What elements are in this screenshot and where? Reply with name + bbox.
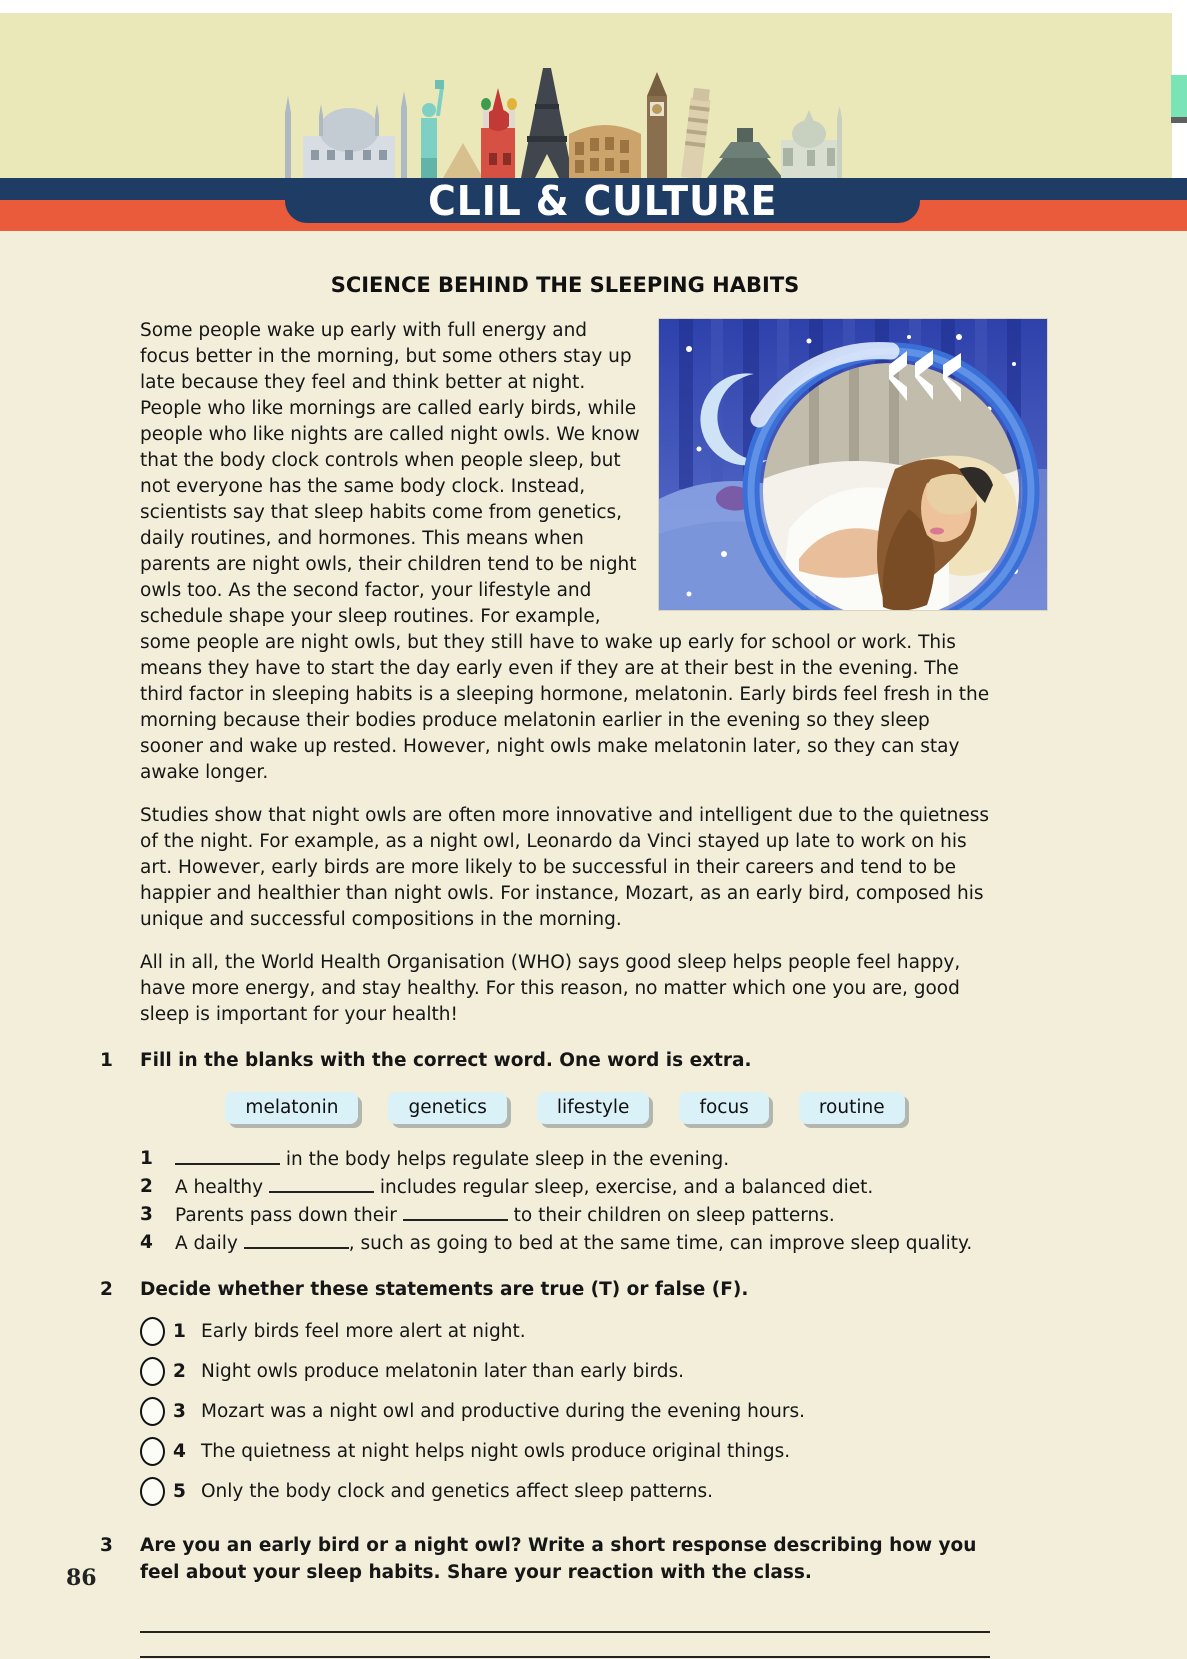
item-text: to their children on sleep patterns. (513, 1205, 835, 1226)
exercise-1-instruction: Fill in the blanks with the correct word. One word is extra. (140, 1050, 752, 1071)
answer-circle-3[interactable] (140, 1397, 165, 1426)
statement-text: Only the body clock and genetics affect sleep patterns. (201, 1480, 713, 1502)
answer-circle-4[interactable] (140, 1437, 165, 1466)
true-false-item-3 (140, 1397, 990, 1426)
true-false-items (140, 1317, 990, 1506)
word-bank (140, 1092, 990, 1124)
landmarks-skyline-illustration (283, 58, 843, 178)
article-paragraph-2: Studies show that night owls are often more innovative and intelligent due to the quietness of the night. For example, as a night owl, Leonardo da Vinci stayed up late to work on his art. However, early birds are more likely to be successful in their careers and tend to be happier and healthier than night owls. For instance, Mozart, as an early bird, composed his unique and successful compositions in the morning. (140, 805, 990, 930)
item-number: 3 (173, 1400, 186, 1422)
item-text: in the body helps regulate sleep in the evening. (285, 1149, 730, 1170)
fill-in-item-4 (140, 1230, 990, 1257)
article-title: SCIENCE BEHIND THE SLEEPING HABITS (330, 273, 800, 297)
article-body (140, 318, 990, 1028)
header-band (0, 13, 1172, 178)
item-text: includes regular sleep, exercise, and a balanced diet. (379, 1177, 874, 1198)
item-text: A healthy (175, 1177, 264, 1198)
banner-center-tab (285, 178, 920, 223)
item-number: 5 (173, 1480, 186, 1502)
word-chip-genetics[interactable]: genetics (388, 1092, 506, 1124)
item-text: , such as going to bed at the same time, can improve sleep quality. (348, 1233, 973, 1254)
exercise-1-header (100, 1048, 990, 1074)
exercise-3-header (100, 1532, 990, 1586)
writing-lines (140, 1608, 990, 1659)
writing-line-2[interactable] (140, 1633, 990, 1658)
true-false-item-5 (140, 1477, 990, 1506)
writing-line-1[interactable] (140, 1608, 990, 1633)
true-false-item-2 (140, 1357, 990, 1386)
item-number: 4 (173, 1440, 186, 1462)
statement-text: The quietness at night helps night owls produce original things. (201, 1440, 791, 1462)
word-chip-lifestyle[interactable]: lifestyle (537, 1092, 650, 1124)
blank-field-3[interactable] (403, 1202, 508, 1221)
statement-text: Night owls produce melatonin later than early birds. (201, 1360, 685, 1382)
item-number: 1 (140, 1148, 153, 1169)
exercise-1-number: 1 (100, 1050, 113, 1071)
banner-title: CLIL & CULTURE (427, 176, 778, 225)
word-chip-routine[interactable]: routine (799, 1092, 905, 1124)
true-false-item-1 (140, 1317, 990, 1346)
article-paragraph-3: All in all, the World Health Organisation (WHO) says good sleep helps people feel happy, have more energy, and stay healthy. For this reason, no matter which one you are, good sleep is important for your health! (140, 952, 961, 1025)
item-text: Parents pass down their (175, 1205, 397, 1226)
word-chip-melatonin[interactable]: melatonin (225, 1092, 358, 1124)
item-number: 2 (173, 1360, 186, 1382)
page-content (0, 231, 1187, 1659)
statement-text: Mozart was a night owl and productive during the evening hours. (201, 1400, 806, 1422)
blank-field-1[interactable] (175, 1146, 280, 1165)
unit-side-tab (1171, 75, 1187, 117)
exercise-2-instruction: Decide whether these statements are true (T) or false (F). (140, 1279, 749, 1300)
exercise-3-instruction: Are you an early bird or a night owl? Write a short response describing how you feel about your sleep habits. Share your reaction with the class. (140, 1535, 977, 1583)
word-chip-focus[interactable]: focus (679, 1092, 768, 1124)
true-false-item-4 (140, 1437, 990, 1466)
sleeping-woman-photo (658, 318, 1048, 611)
item-text: A daily (175, 1233, 238, 1254)
item-number: 2 (140, 1176, 153, 1197)
page-number: 86 (66, 1565, 97, 1591)
blank-field-4[interactable] (244, 1230, 349, 1249)
answer-circle-5[interactable] (140, 1477, 165, 1506)
fill-in-items (140, 1146, 990, 1257)
answer-circle-2[interactable] (140, 1357, 165, 1386)
unit-side-tab-shadow (1171, 117, 1187, 123)
fill-in-item-3 (140, 1202, 990, 1229)
statement-text: Early birds feel more alert at night. (201, 1320, 526, 1342)
blank-field-2[interactable] (269, 1174, 374, 1193)
sleeping-woman-illustration (659, 319, 1047, 610)
item-number: 3 (140, 1204, 153, 1225)
title-banner (0, 178, 1187, 231)
answer-circle-1[interactable] (140, 1317, 165, 1346)
exercise-2-number: 2 (100, 1279, 113, 1300)
item-number: 4 (140, 1232, 153, 1253)
article-paragraph-1: Some people wake up early with full energy and focus better in the morning, but some others stay up late because they feel and think better at night. People who like mornings are called early birds, while people who like nights are called night owls. We know that the body clock controls when people sleep, but not everyone has the same body clock. Instead, scientists say that sleep habits come from genetics, daily routines, and hormones. This means when parents are night owls, their children tend to be night owls too. As the second factor, your lifestyle and schedule shape your sleep routines. For example, some people are night owls, but they still have to wake up early for school or work. This means they have to start the day early even if they are at their best in the evening. The third factor in sleeping habits is a sleeping hormone, melatonin. Early birds feel fresh in the morning because their bodies produce melatonin earlier in the evening so they sleep sooner and wake up rested. However, night owls make melatonin later, so they can stay awake longer. (140, 320, 990, 783)
exercise-2-header (100, 1277, 990, 1303)
exercise-3-number: 3 (100, 1535, 113, 1556)
item-number: 1 (173, 1320, 186, 1342)
fill-in-item-2 (140, 1174, 990, 1201)
fill-in-item-1 (140, 1146, 990, 1173)
